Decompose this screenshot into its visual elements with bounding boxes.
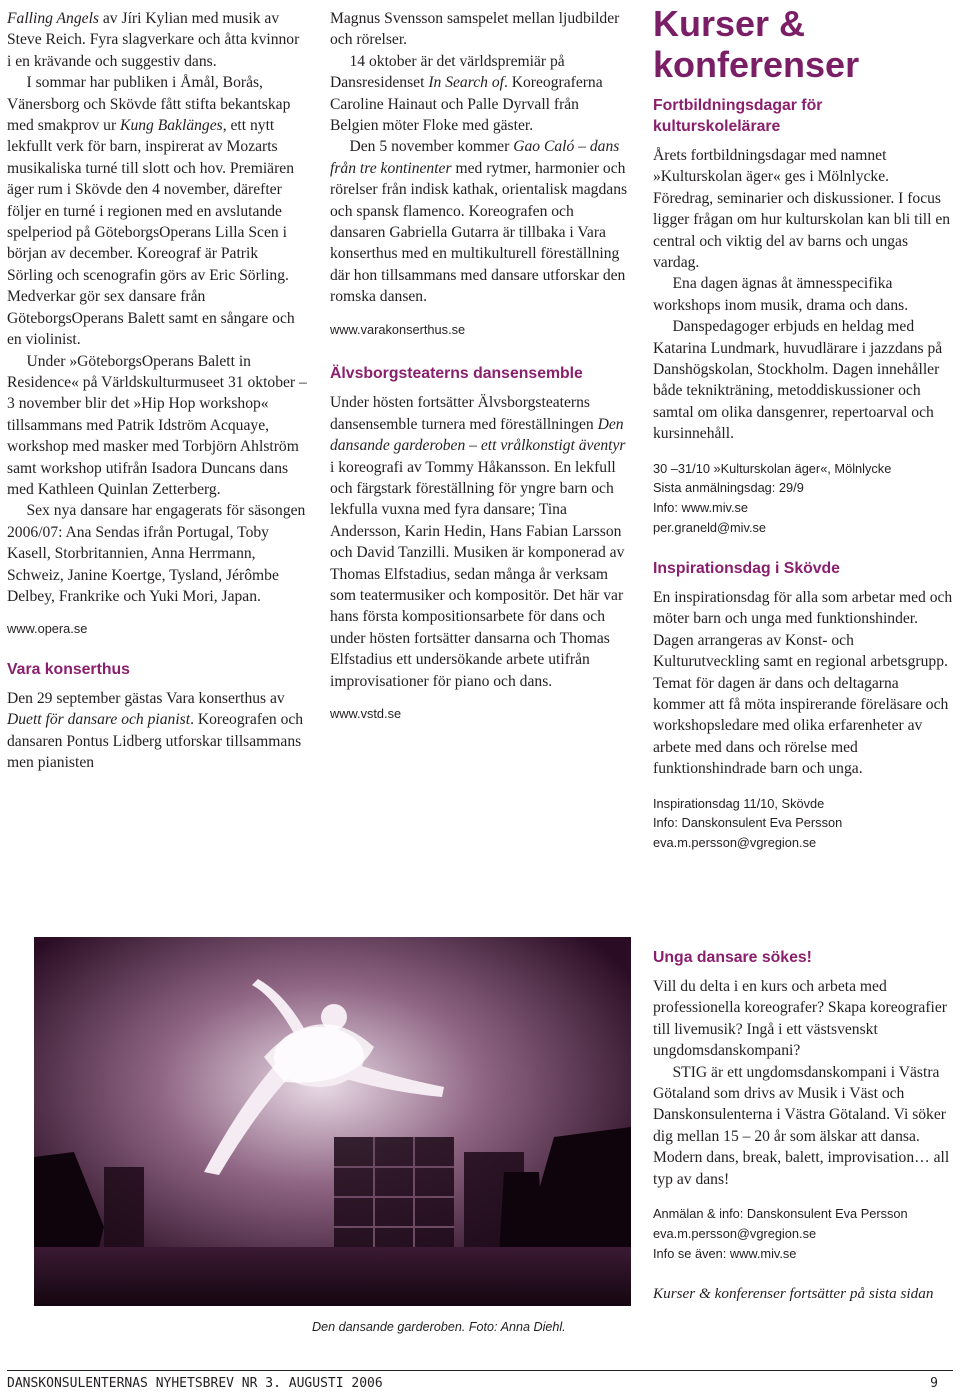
- paragraph-new-dancers: Sex nya dansare har engagerats för säsongen 2006/07: Ana Sendas ifrån Portugal, Toby Kasell, Storbritannien, Anna Herrmann, Schweiz, Janine Koertge, Tysland, Jérômbe Delbey, Frankrike och Yuki Mori, Japan.: [7, 502, 306, 605]
- page-footer: [7, 1370, 953, 1391]
- continuation-note: Kurser & konferenser fortsätter på sista sidan: [653, 1285, 934, 1303]
- paragraph-kung-baklanges: I sommar har publiken i Åmål, Borås, Vänersborg och Skövde fått stifta bekantskap med smakprov ur Kung Baklänges, ett nytt lekfullt verk för barn, inspirerat av Mozarts musikaliska turné till slott och hov. Premiären äger rum i Skövde den 4 november, därefter följer en turné i regionen med en avslutande spelperiod på GöteborgsOperans Lilla Scen i början av december. Koreograf är Patrik Sörling och scenografin görs av Eric Sörling. Medverkar gör sex dansare från GöteborgsOperans Balett samt en sångare och en violinist.: [7, 74, 295, 349]
- column-1: [7, 8, 307, 774]
- info-line-website[interactable]: Info: www.miv.se: [653, 500, 749, 516]
- info-block-unga-dansare: [653, 1204, 958, 1263]
- paragraph-gao-calo: Den 5 november kommer Gao Caló – dans från tre kontinenter med rytmer, harmonier och rörelser från indisk kathak, orientalisk magdans och spansk flamenco. Koreografen och dansaren Gabriella Gutarra är tillbaka i Vara konserthus med en multikulturell föreställning där hon tillsammans med dansare utforskar den romska dansen.: [330, 138, 628, 306]
- paragraph-falling-angels: Falling Angels av Jíri Kylian med musik av Steve Reich. Fyra slagverkare och åtta kvinnor i en krävande och suggestiv dans.: [7, 10, 300, 70]
- paragraph-magnus-svensson: Magnus Svensson samspelet mellan ljudbilder och rörelser.: [330, 10, 620, 49]
- column-4: [653, 947, 958, 1304]
- column-2: [330, 8, 630, 724]
- info-line-email[interactable]: per.graneld@miv.se: [653, 520, 767, 536]
- link-vstd[interactable]: www.vstd.se: [330, 705, 402, 721]
- info-line-date: 30 –31/10 »Kulturskolan äger«, Mölnlycke: [653, 460, 892, 476]
- paragraph-fortbildning-1: Årets fortbildningsdagar med namnet »Kulturskolan äger« ges i Mölnlycke. Föredrag, seminarier och diskussioner. I focus ligger frågan om hur kulturskolan kan bli till en central och viktig del av barns och ungas vardag.: [653, 147, 951, 272]
- dancer-photo: [34, 937, 631, 1306]
- heading-fortbildningsdagar: Fortbildningsdagar för kulturskolelärare: [653, 97, 823, 135]
- paragraph-inspirationsdag: En inspirationsdag för alla som arbetar med och möter barn och unga med funktionshinder. Dagen arrangeras av Konst- och Kulturutveckling samt en regional arbetsgrupp. Temat för dagen är dans och deltagarna kommer att få möta inspirerande föreläsare och workshopsledare med olika erfarenheter av arbete med dans och rörelse med funktionshindrade barn och unga.: [653, 588, 953, 778]
- photo-caption: Den dansande garderoben. Foto: Anna Diehl.: [312, 1320, 566, 1334]
- column-3: [653, 3, 953, 853]
- paragraph-in-search-of: 14 oktober är det världspremiär på Dansresidenset In Search of. Koreograferna Caroline Hainaut och Palle Dyrvall från Belgien möter Floke med gäster.: [330, 52, 603, 135]
- info-line-deadline: Sista anmälningsdag: 29/9: [653, 480, 804, 496]
- page-number: 9: [930, 1376, 938, 1391]
- info-block-fortbildning: [653, 459, 953, 538]
- paragraph-unga-dansare-1: Vill du delta i en kurs och arbeta med professionella koreografer? Skapa koreografier till livemusik? Ingå i ett västsvenskt ungdomsdanskompani?: [653, 978, 947, 1060]
- paragraph-fortbildning-2: Ena dagen ägnas åt ämnesspecifika workshops inom musik, drama och dans.: [653, 275, 909, 314]
- heading-unga-dansare: Unga dansare sökes!: [653, 949, 812, 966]
- paragraph-vara-konserthus: Den 29 september gästas Vara konserthus av Duett för dansare och pianist. Koreografen och dansaren Pontus Lidberg utforskar tillsammans men pianisten: [7, 689, 304, 772]
- heading-alvsborgsteatern: Älvsborgsteaterns dansensemble: [330, 365, 583, 383]
- paragraph-unga-dansare-2: STIG är ett ungdomsdanskompani i Västra Götaland som drivs av Musik i Väst och Danskonsulenterna i Västra Götaland. Vi söker dig mellan 15 – 20 år som älskar att dansa. Modern dans, break, balett, improvisation… all typ av dans!: [653, 1063, 950, 1188]
- heading-vara-konserthus: Vara konserthus: [7, 660, 130, 678]
- paragraph-fortbildning-3: Danspedagoger erbjuds en heldag med Katarina Lundmark, huvudlärare i jazzdans på Danshögskolan, Stockholm. Dagen innehåller både teknikträning, metoddiskussioner och samtal om olika dansgenrer, repertoarval och kursinnehåll.: [653, 318, 943, 443]
- paragraph-alvsborgsteatern: Under hösten fortsätter Älvsborgsteaterns dansensemble turnera med föreställningen Den dansande garderoben – ett vrålkonstigt äventyr i koreografi av Tommy Håkansson. En lekfull och färgstark föreställning för yngre barn och lekfulla vuxna med fyra dansare; Tina Andersson, Karin Hedin, Hans Fabian Larsson och David Tanzilli. Musiken är komponerad av Thomas Elfstadius, sedan många år verksam som teatermusiker och kompositör. Det här var hans första kompositionsarbete för dans och under hösten fortsätter dansarna och Thomas Elfstadius ett undersökande arbete utifrån improvisationer för piano och dans.: [330, 394, 626, 690]
- info-line-contact: Info: Danskonsulent Eva Persson: [653, 815, 843, 831]
- link-opera[interactable]: www.opera.se: [7, 621, 88, 637]
- info-line-contact: Anmälan & info: Danskonsulent Eva Persson: [653, 1206, 908, 1222]
- footer-publication: DANSKONSULENTERNAS NYHETSBREV NR 3. AUGUSTI 2006: [7, 1376, 383, 1391]
- paragraph-balett-in-residence: Under »GöteborgsOperans Balett in Residence« på Världskulturmuseet 31 oktober – 3 november blir det »Hip Hop workshop« tillsammans med Patrik Idström Acquaye, workshop med masker med Torbjörn Ahlström samt workshop utifrån Isadora Duncans dans med Kathleen Quinlan Zetterberg.: [7, 352, 307, 498]
- info-line-website[interactable]: Info se även: www.miv.se: [653, 1245, 797, 1261]
- info-line-date: Inspirationsdag 11/10, Skövde: [653, 795, 825, 811]
- heading-inspirationsdag: Inspirationsdag i Skövde: [653, 559, 840, 577]
- info-line-email[interactable]: eva.m.persson@vgregion.se: [653, 835, 817, 851]
- section-title-kurser: Kurser & konferenser: [653, 3, 860, 85]
- info-block-inspirationsdag: [653, 794, 953, 853]
- link-varakonserthus[interactable]: www.varakonserthus.se: [330, 321, 466, 337]
- info-line-email[interactable]: eva.m.persson@vgregion.se: [653, 1225, 817, 1241]
